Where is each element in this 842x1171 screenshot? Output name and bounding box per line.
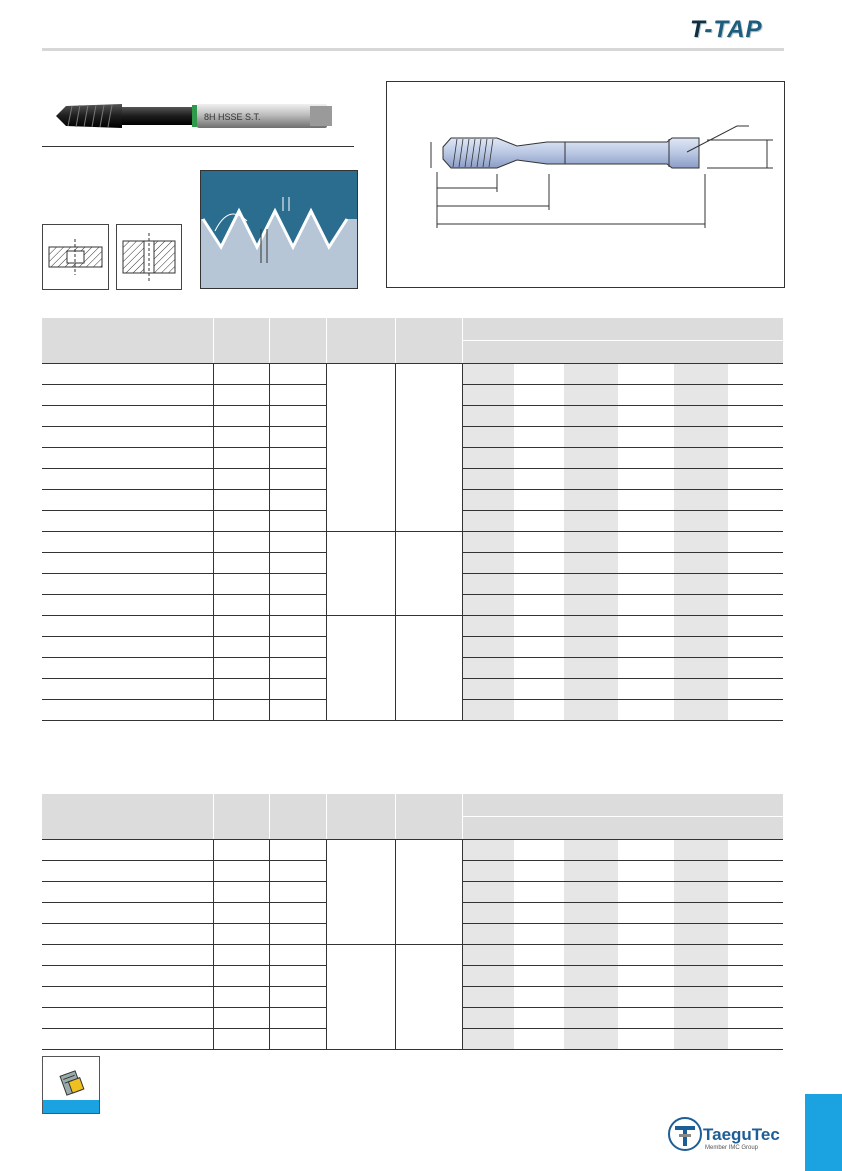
table-row: [42, 840, 783, 861]
table-cell: [269, 861, 326, 882]
table-cell: [728, 966, 783, 987]
table-cell: [618, 511, 674, 532]
tap-photo-icon: [52, 96, 342, 141]
table-cell: [514, 385, 564, 406]
table-cell: [728, 840, 783, 861]
table-cell: [42, 903, 213, 924]
table-cell: [728, 427, 783, 448]
note-band: [43, 1100, 99, 1113]
table-cell: [213, 448, 269, 469]
header-cell: [213, 318, 269, 364]
table-cell: [462, 882, 514, 903]
table-cell: [42, 553, 213, 574]
table-cell: [462, 385, 514, 406]
table-cell: [728, 1029, 783, 1050]
table-cell: [564, 364, 618, 385]
table-cell: [269, 840, 326, 861]
table-cell: [462, 532, 514, 553]
table-cell: [618, 987, 674, 1008]
table-cell: [674, 882, 728, 903]
table-cell: [213, 924, 269, 945]
table-header-row: [42, 318, 783, 341]
table-cell: [618, 1008, 674, 1029]
group-cell: [395, 532, 462, 616]
table-cell: [213, 840, 269, 861]
header-cell: [42, 794, 213, 840]
table-cell: [564, 679, 618, 700]
table-cell: [42, 966, 213, 987]
table-cell: [514, 903, 564, 924]
table-cell: [269, 364, 326, 385]
table-cell: [564, 861, 618, 882]
table-cell: [462, 448, 514, 469]
table-cell: [42, 1029, 213, 1050]
table-cell: [674, 574, 728, 595]
table-cell: [42, 469, 213, 490]
table-cell: [514, 840, 564, 861]
table-header-row: [42, 794, 783, 817]
table-cell: [618, 469, 674, 490]
table-cell: [462, 945, 514, 966]
table-cell: [564, 637, 618, 658]
table-cell: [618, 553, 674, 574]
table-cell: [213, 966, 269, 987]
table-cell: [42, 1008, 213, 1029]
table-cell: [269, 903, 326, 924]
table-cell: [269, 595, 326, 616]
table-cell: [514, 490, 564, 511]
table-cell: [514, 945, 564, 966]
table-cell: [564, 658, 618, 679]
table-cell: [674, 637, 728, 658]
table-cell: [728, 637, 783, 658]
table-cell: [674, 840, 728, 861]
table-cell: [674, 945, 728, 966]
table-cell: [462, 658, 514, 679]
table-cell: [674, 658, 728, 679]
group-cell: [395, 945, 462, 1050]
table-cell: [728, 574, 783, 595]
table-cell: [269, 637, 326, 658]
table-cell: [564, 511, 618, 532]
table-cell: [674, 861, 728, 882]
table-cell: [514, 658, 564, 679]
table-cell: [213, 553, 269, 574]
table-cell: [514, 637, 564, 658]
table-cell: [42, 595, 213, 616]
table-cell: [42, 861, 213, 882]
table-cell: [213, 595, 269, 616]
table-cell: [674, 532, 728, 553]
table-cell: [462, 406, 514, 427]
header-divider: [42, 48, 784, 51]
table-cell: [564, 903, 618, 924]
table-cell: [514, 574, 564, 595]
table-cell: [674, 924, 728, 945]
table-cell: [269, 574, 326, 595]
table-cell: [462, 966, 514, 987]
table-cell: [728, 553, 783, 574]
group-cell: [395, 364, 462, 532]
table-cell: [618, 679, 674, 700]
table-cell: [618, 574, 674, 595]
table-cell: [462, 553, 514, 574]
table-cell: [674, 903, 728, 924]
table-cell: [213, 574, 269, 595]
table-cell: [462, 861, 514, 882]
table-cell: [213, 616, 269, 637]
table-cell: [728, 658, 783, 679]
group-cell: [326, 945, 395, 1050]
table-cell: [462, 679, 514, 700]
table-cell: [618, 532, 674, 553]
table-cell: [462, 469, 514, 490]
table-cell: [728, 616, 783, 637]
table-cell: [213, 658, 269, 679]
table-cell: [213, 1029, 269, 1050]
table-cell: [514, 924, 564, 945]
table-cell: [213, 427, 269, 448]
table-cell: [728, 532, 783, 553]
table-cell: [564, 840, 618, 861]
table-cell: [618, 427, 674, 448]
table-cell: [213, 637, 269, 658]
table-cell: [213, 987, 269, 1008]
table-cell: [728, 945, 783, 966]
table-cell: [564, 1029, 618, 1050]
table-cell: [618, 406, 674, 427]
table-cell: [728, 595, 783, 616]
table-cell: [618, 490, 674, 511]
table-cell: [564, 448, 618, 469]
group-cell: [395, 616, 462, 721]
table-cell: [618, 1029, 674, 1050]
header-group-cell: [462, 318, 783, 341]
table-cell: [674, 679, 728, 700]
table-cell: [728, 469, 783, 490]
table-cell: [213, 1008, 269, 1029]
table-cell: [269, 658, 326, 679]
table-cell: [213, 469, 269, 490]
table-cell: [514, 511, 564, 532]
table-cell: [728, 511, 783, 532]
table-cell: [618, 595, 674, 616]
table-cell: [674, 490, 728, 511]
header-cell: [269, 794, 326, 840]
table-cell: [462, 490, 514, 511]
table-cell: [42, 385, 213, 406]
spec-table-2: [42, 794, 783, 1050]
table-cell: [514, 448, 564, 469]
company-logo-icon: [667, 1114, 780, 1159]
table-cell: [618, 924, 674, 945]
group-cell: [326, 840, 395, 945]
table-cell: [42, 490, 213, 511]
brand-logo: T-TAP: [690, 16, 763, 43]
table-cell: [618, 616, 674, 637]
table-cell: [514, 679, 564, 700]
tool-dimension-drawing-icon: [386, 81, 785, 288]
table-cell: [42, 364, 213, 385]
table-cell: [42, 532, 213, 553]
table-cell: [514, 364, 564, 385]
table-cell: [618, 903, 674, 924]
table-cell: [564, 574, 618, 595]
table-cell: [213, 700, 269, 721]
table-cell: [213, 364, 269, 385]
table-cell: [514, 861, 564, 882]
tap-marking: 8H HSSE S.T.: [204, 112, 261, 122]
group-cell: [326, 532, 395, 616]
table-cell: [564, 616, 618, 637]
table-cell: [42, 882, 213, 903]
table-cell: [514, 427, 564, 448]
table-cell: [269, 469, 326, 490]
table-cell: [269, 1029, 326, 1050]
table-cell: [514, 700, 564, 721]
table-cell: [564, 700, 618, 721]
table-cell: [728, 861, 783, 882]
table-cell: [564, 490, 618, 511]
table-cell: [728, 924, 783, 945]
table-cell: [42, 679, 213, 700]
table-cell: [618, 637, 674, 658]
table-cell: [728, 448, 783, 469]
table-cell: [269, 511, 326, 532]
table-cell: [213, 406, 269, 427]
table-cell: [42, 574, 213, 595]
table-cell: [462, 511, 514, 532]
table-cell: [514, 469, 564, 490]
table-cell: [269, 987, 326, 1008]
header-group-cell: [462, 794, 783, 817]
table-cell: [674, 1029, 728, 1050]
table-cell: [462, 364, 514, 385]
subheader-cell: [462, 341, 783, 364]
table-row: [42, 945, 783, 966]
table-cell: [269, 679, 326, 700]
table-cell: [564, 987, 618, 1008]
table-cell: [42, 658, 213, 679]
table-cell: [514, 987, 564, 1008]
table-cell: [618, 882, 674, 903]
table-cell: [564, 385, 618, 406]
table-cell: [674, 448, 728, 469]
table-cell: [564, 966, 618, 987]
table-cell: [462, 987, 514, 1008]
table-cell: [269, 700, 326, 721]
table-cell: [269, 532, 326, 553]
table-cell: [42, 406, 213, 427]
photo-divider: [42, 146, 354, 147]
table-cell: [728, 987, 783, 1008]
table-cell: [728, 364, 783, 385]
table-cell: [269, 553, 326, 574]
table-cell: [728, 406, 783, 427]
table-cell: [269, 385, 326, 406]
table-cell: [462, 595, 514, 616]
table-cell: [514, 553, 564, 574]
table-cell: [42, 924, 213, 945]
table-cell: [618, 658, 674, 679]
table-cell: [213, 532, 269, 553]
table-cell: [674, 364, 728, 385]
table-cell: [514, 966, 564, 987]
table-cell: [674, 966, 728, 987]
table-cell: [674, 987, 728, 1008]
table-cell: [618, 364, 674, 385]
table-cell: [618, 840, 674, 861]
table-cell: [213, 903, 269, 924]
header-cell: [326, 794, 395, 840]
table-cell: [728, 490, 783, 511]
group-cell: [395, 840, 462, 945]
table-cell: [269, 406, 326, 427]
table-cell: [674, 469, 728, 490]
table-cell: [564, 553, 618, 574]
table-cell: [42, 511, 213, 532]
table-cell: [564, 882, 618, 903]
table-cell: [42, 987, 213, 1008]
header-cell: [326, 318, 395, 364]
note-icon: [42, 1056, 100, 1114]
blind-hole-icon: [42, 224, 109, 290]
header-cell: [269, 318, 326, 364]
header-cell: [42, 318, 213, 364]
table-cell: [674, 406, 728, 427]
header-cell: [395, 318, 462, 364]
table-cell: [728, 700, 783, 721]
table-cell: [462, 1008, 514, 1029]
table-cell: [213, 882, 269, 903]
company-name: TaeguTec: [703, 1125, 780, 1144]
table-cell: [514, 406, 564, 427]
table-cell: [42, 448, 213, 469]
table-cell: [514, 1029, 564, 1050]
table-row: [42, 532, 783, 553]
table-cell: [618, 966, 674, 987]
table-row: [42, 616, 783, 637]
table-cell: [674, 385, 728, 406]
table-cell: [462, 903, 514, 924]
table-cell: [564, 406, 618, 427]
header-cell: [213, 794, 269, 840]
table-cell: [618, 945, 674, 966]
table-cell: [269, 945, 326, 966]
header-cell: [395, 794, 462, 840]
table-cell: [42, 945, 213, 966]
through-hole-icon: [116, 224, 182, 290]
table-cell: [269, 448, 326, 469]
table-cell: [674, 616, 728, 637]
table-cell: [213, 945, 269, 966]
table-cell: [514, 595, 564, 616]
table-cell: [462, 840, 514, 861]
spec-table-1: [42, 318, 783, 721]
table-cell: [514, 616, 564, 637]
company-subtitle: Member IMC Group: [705, 1145, 759, 1151]
section-side-tab: [805, 1094, 842, 1171]
thread-profile-icon: [200, 170, 358, 289]
table-cell: [462, 1029, 514, 1050]
table-cell: [514, 532, 564, 553]
table-cell: [213, 490, 269, 511]
table-cell: [674, 700, 728, 721]
table-cell: [462, 700, 514, 721]
table-cell: [674, 427, 728, 448]
table-cell: [564, 945, 618, 966]
table-cell: [213, 385, 269, 406]
table-cell: [564, 595, 618, 616]
table-cell: [674, 1008, 728, 1029]
table-cell: [728, 385, 783, 406]
table-cell: [674, 595, 728, 616]
table-cell: [618, 861, 674, 882]
table-cell: [728, 679, 783, 700]
subheader-cell: [462, 817, 783, 840]
table-cell: [269, 427, 326, 448]
table-cell: [728, 1008, 783, 1029]
table-cell: [462, 637, 514, 658]
table-cell: [269, 966, 326, 987]
table-cell: [564, 1008, 618, 1029]
table-cell: [514, 882, 564, 903]
table-cell: [42, 700, 213, 721]
table-cell: [269, 882, 326, 903]
table-cell: [269, 924, 326, 945]
table-cell: [462, 574, 514, 595]
group-cell: [326, 616, 395, 721]
table-cell: [269, 1008, 326, 1029]
group-cell: [326, 364, 395, 532]
table-cell: [213, 511, 269, 532]
table-cell: [728, 903, 783, 924]
table-cell: [618, 448, 674, 469]
table-cell: [564, 924, 618, 945]
table-cell: [462, 924, 514, 945]
table-cell: [564, 427, 618, 448]
table-cell: [618, 700, 674, 721]
table-cell: [213, 861, 269, 882]
table-cell: [514, 1008, 564, 1029]
table-cell: [462, 616, 514, 637]
table-cell: [728, 882, 783, 903]
table-cell: [618, 385, 674, 406]
table-cell: [674, 511, 728, 532]
table-cell: [564, 469, 618, 490]
table-row: [42, 364, 783, 385]
table-cell: [269, 490, 326, 511]
table-cell: [42, 427, 213, 448]
table-cell: [213, 679, 269, 700]
table-cell: [674, 553, 728, 574]
table-cell: [42, 840, 213, 861]
table-cell: [564, 532, 618, 553]
table-cell: [42, 616, 213, 637]
table-cell: [42, 637, 213, 658]
table-cell: [269, 616, 326, 637]
table-cell: [462, 427, 514, 448]
